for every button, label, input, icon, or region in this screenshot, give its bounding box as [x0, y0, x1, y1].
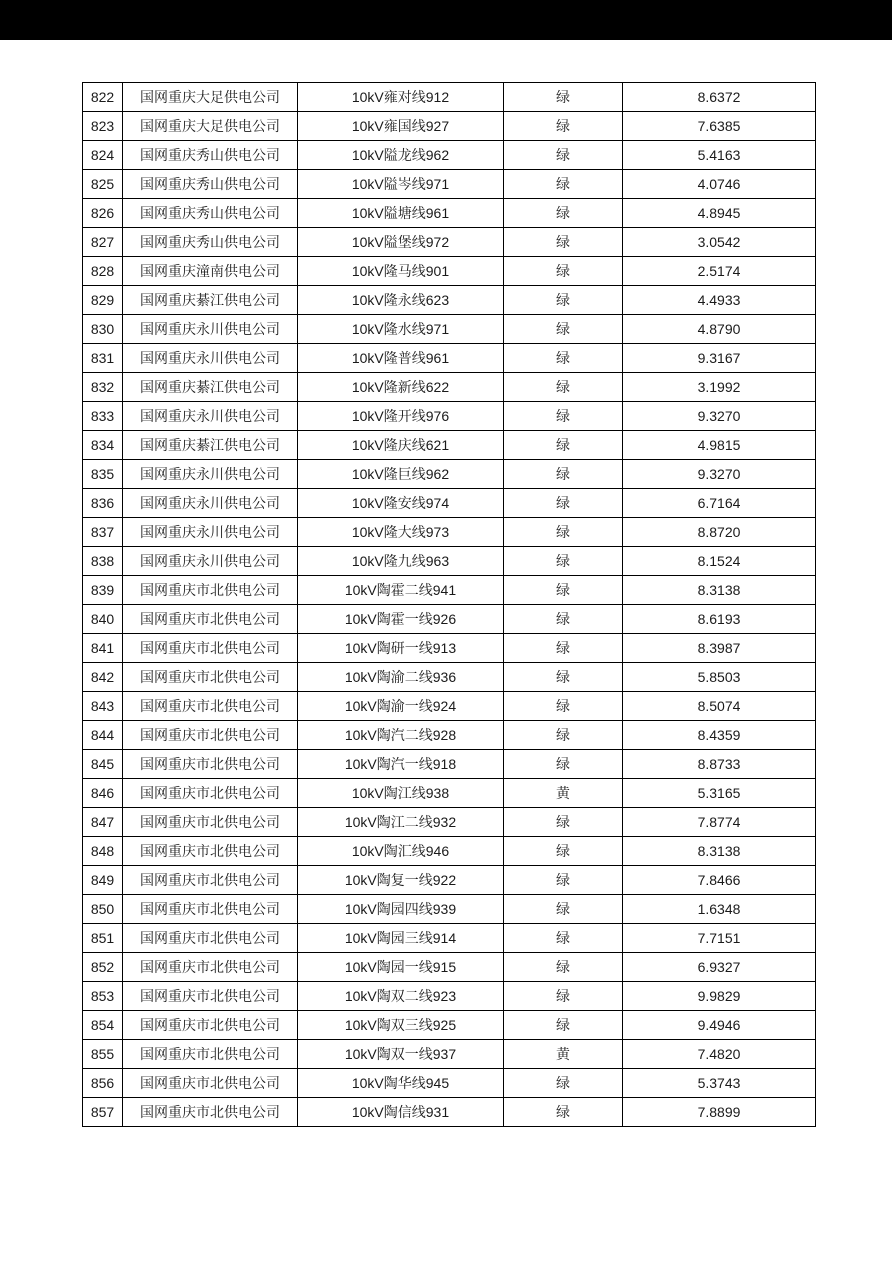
value-cell: 9.4946: [623, 1011, 816, 1040]
row-number-cell: 856: [83, 1069, 123, 1098]
company-cell: 国网重庆市北供电公司: [123, 866, 298, 895]
status-cell: 绿: [504, 982, 623, 1011]
line-name-cell: 10kV陶江线938: [298, 779, 504, 808]
row-number-cell: 822: [83, 83, 123, 112]
value-cell: 7.4820: [623, 1040, 816, 1069]
value-cell: 8.3987: [623, 634, 816, 663]
status-cell: 绿: [504, 431, 623, 460]
row-number-cell: 835: [83, 460, 123, 489]
row-number-cell: 826: [83, 199, 123, 228]
table-row: [83, 982, 816, 1011]
line-name-cell: 10kV隆庆线621: [298, 431, 504, 460]
row-number-cell: 838: [83, 547, 123, 576]
status-cell: 绿: [504, 808, 623, 837]
row-number-cell: 837: [83, 518, 123, 547]
row-number-cell: 831: [83, 344, 123, 373]
row-number-cell: 852: [83, 953, 123, 982]
line-name-cell: 10kV隆新线622: [298, 373, 504, 402]
table-row: [83, 112, 816, 141]
line-name-cell: 10kV隆开线976: [298, 402, 504, 431]
row-number-cell: 850: [83, 895, 123, 924]
row-number-cell: 849: [83, 866, 123, 895]
status-cell: 绿: [504, 518, 623, 547]
table-row: [83, 431, 816, 460]
line-name-cell: 10kV隆巨线962: [298, 460, 504, 489]
company-cell: 国网重庆市北供电公司: [123, 982, 298, 1011]
row-number-cell: 836: [83, 489, 123, 518]
status-cell: 绿: [504, 112, 623, 141]
value-cell: 7.6385: [623, 112, 816, 141]
table-row: [83, 344, 816, 373]
value-cell: 9.3167: [623, 344, 816, 373]
company-cell: 国网重庆永川供电公司: [123, 547, 298, 576]
table-row: [83, 866, 816, 895]
company-cell: 国网重庆永川供电公司: [123, 518, 298, 547]
row-number-cell: 823: [83, 112, 123, 141]
row-number-cell: 830: [83, 315, 123, 344]
table-row: [83, 924, 816, 953]
line-name-cell: 10kV隘岑线971: [298, 170, 504, 199]
status-cell: 绿: [504, 228, 623, 257]
row-number-cell: 827: [83, 228, 123, 257]
company-cell: 国网重庆市北供电公司: [123, 721, 298, 750]
line-name-cell: 10kV陶江二线932: [298, 808, 504, 837]
value-cell: 9.3270: [623, 402, 816, 431]
line-name-cell: 10kV隆九线963: [298, 547, 504, 576]
status-cell: 绿: [504, 257, 623, 286]
company-cell: 国网重庆永川供电公司: [123, 402, 298, 431]
company-cell: 国网重庆市北供电公司: [123, 779, 298, 808]
status-cell: 黄: [504, 779, 623, 808]
table-row: [83, 141, 816, 170]
line-name-cell: 10kV隘堡线972: [298, 228, 504, 257]
line-name-cell: 10kV陶渝二线936: [298, 663, 504, 692]
company-cell: 国网重庆綦江供电公司: [123, 373, 298, 402]
table-row: [83, 953, 816, 982]
table-row: [83, 170, 816, 199]
table-row: [83, 779, 816, 808]
status-cell: 绿: [504, 924, 623, 953]
status-cell: 绿: [504, 895, 623, 924]
value-cell: 5.3165: [623, 779, 816, 808]
value-cell: 8.8720: [623, 518, 816, 547]
status-cell: 绿: [504, 315, 623, 344]
company-cell: 国网重庆永川供电公司: [123, 344, 298, 373]
status-cell: 绿: [504, 750, 623, 779]
row-number-cell: 828: [83, 257, 123, 286]
table-row: [83, 663, 816, 692]
table-row: [83, 402, 816, 431]
company-cell: 国网重庆大足供电公司: [123, 83, 298, 112]
table-row: [83, 489, 816, 518]
table-row: [83, 373, 816, 402]
company-cell: 国网重庆市北供电公司: [123, 808, 298, 837]
table-row: [83, 721, 816, 750]
status-cell: 绿: [504, 663, 623, 692]
table-row: [83, 605, 816, 634]
status-cell: 绿: [504, 866, 623, 895]
value-cell: 2.5174: [623, 257, 816, 286]
company-cell: 国网重庆市北供电公司: [123, 663, 298, 692]
row-number-cell: 824: [83, 141, 123, 170]
line-name-cell: 10kV陶信线931: [298, 1098, 504, 1127]
row-number-cell: 843: [83, 692, 123, 721]
line-name-cell: 10kV雍国线927: [298, 112, 504, 141]
value-cell: 8.4359: [623, 721, 816, 750]
row-number-cell: 839: [83, 576, 123, 605]
company-cell: 国网重庆秀山供电公司: [123, 141, 298, 170]
company-cell: 国网重庆市北供电公司: [123, 692, 298, 721]
value-cell: 8.8733: [623, 750, 816, 779]
line-name-cell: 10kV陶园一线915: [298, 953, 504, 982]
line-name-cell: 10kV陶渝一线924: [298, 692, 504, 721]
value-cell: 8.3138: [623, 576, 816, 605]
row-number-cell: 848: [83, 837, 123, 866]
row-number-cell: 841: [83, 634, 123, 663]
line-name-cell: 10kV陶园四线939: [298, 895, 504, 924]
row-number-cell: 825: [83, 170, 123, 199]
company-cell: 国网重庆市北供电公司: [123, 895, 298, 924]
table-row: [83, 895, 816, 924]
table-row: [83, 692, 816, 721]
status-cell: 绿: [504, 489, 623, 518]
status-cell: 绿: [504, 547, 623, 576]
table-row: [83, 518, 816, 547]
table-row: [83, 1040, 816, 1069]
value-cell: 1.6348: [623, 895, 816, 924]
line-name-cell: 10kV隘塘线961: [298, 199, 504, 228]
status-cell: 绿: [504, 605, 623, 634]
status-cell: 绿: [504, 199, 623, 228]
value-cell: 9.9829: [623, 982, 816, 1011]
company-cell: 国网重庆市北供电公司: [123, 953, 298, 982]
company-cell: 国网重庆秀山供电公司: [123, 199, 298, 228]
line-name-cell: 10kV陶汇线946: [298, 837, 504, 866]
company-cell: 国网重庆市北供电公司: [123, 1069, 298, 1098]
company-cell: 国网重庆綦江供电公司: [123, 431, 298, 460]
line-name-cell: 10kV陶霍二线941: [298, 576, 504, 605]
line-name-cell: 10kV隆大线973: [298, 518, 504, 547]
value-cell: 4.4933: [623, 286, 816, 315]
line-name-cell: 10kV雍对线912: [298, 83, 504, 112]
row-number-cell: 847: [83, 808, 123, 837]
line-name-cell: 10kV隆水线971: [298, 315, 504, 344]
line-name-cell: 10kV陶双一线937: [298, 1040, 504, 1069]
document-page: [0, 40, 892, 1262]
company-cell: 国网重庆秀山供电公司: [123, 228, 298, 257]
line-name-cell: 10kV陶研一线913: [298, 634, 504, 663]
company-cell: 国网重庆永川供电公司: [123, 315, 298, 344]
value-cell: 7.8774: [623, 808, 816, 837]
value-cell: 9.3270: [623, 460, 816, 489]
line-name-cell: 10kV陶双二线923: [298, 982, 504, 1011]
row-number-cell: 829: [83, 286, 123, 315]
line-name-cell: 10kV隆永线623: [298, 286, 504, 315]
status-cell: 绿: [504, 953, 623, 982]
status-cell: 绿: [504, 576, 623, 605]
table-row: [83, 808, 816, 837]
table-row: [83, 750, 816, 779]
status-cell: 绿: [504, 141, 623, 170]
data-table: [82, 82, 816, 1127]
line-name-cell: 10kV陶园三线914: [298, 924, 504, 953]
table-row: [83, 634, 816, 663]
row-number-cell: 846: [83, 779, 123, 808]
line-name-cell: 10kV陶霍一线926: [298, 605, 504, 634]
value-cell: 8.6193: [623, 605, 816, 634]
value-cell: 8.5074: [623, 692, 816, 721]
status-cell: 绿: [504, 1098, 623, 1127]
company-cell: 国网重庆市北供电公司: [123, 605, 298, 634]
company-cell: 国网重庆市北供电公司: [123, 1098, 298, 1127]
row-number-cell: 851: [83, 924, 123, 953]
company-cell: 国网重庆市北供电公司: [123, 750, 298, 779]
row-number-cell: 845: [83, 750, 123, 779]
status-cell: 绿: [504, 460, 623, 489]
table-row: [83, 257, 816, 286]
row-number-cell: 855: [83, 1040, 123, 1069]
status-cell: 绿: [504, 721, 623, 750]
company-cell: 国网重庆永川供电公司: [123, 489, 298, 518]
status-cell: 绿: [504, 286, 623, 315]
table-row: [83, 576, 816, 605]
value-cell: 5.3743: [623, 1069, 816, 1098]
line-name-cell: 10kV陶双三线925: [298, 1011, 504, 1040]
company-cell: 国网重庆市北供电公司: [123, 1011, 298, 1040]
value-cell: 3.1992: [623, 373, 816, 402]
value-cell: 4.9815: [623, 431, 816, 460]
company-cell: 国网重庆大足供电公司: [123, 112, 298, 141]
status-cell: 绿: [504, 1011, 623, 1040]
viewer-top-bar: [0, 0, 892, 40]
row-number-cell: 857: [83, 1098, 123, 1127]
value-cell: 7.7151: [623, 924, 816, 953]
row-number-cell: 833: [83, 402, 123, 431]
table-body: [83, 83, 816, 1127]
value-cell: 7.8899: [623, 1098, 816, 1127]
value-cell: 6.7164: [623, 489, 816, 518]
table-row: [83, 315, 816, 344]
company-cell: 国网重庆秀山供电公司: [123, 170, 298, 199]
row-number-cell: 840: [83, 605, 123, 634]
value-cell: 8.1524: [623, 547, 816, 576]
row-number-cell: 832: [83, 373, 123, 402]
table-row: [83, 837, 816, 866]
status-cell: 绿: [504, 692, 623, 721]
value-cell: 8.6372: [623, 83, 816, 112]
row-number-cell: 842: [83, 663, 123, 692]
value-cell: 5.4163: [623, 141, 816, 170]
value-cell: 4.0746: [623, 170, 816, 199]
company-cell: 国网重庆市北供电公司: [123, 924, 298, 953]
company-cell: 国网重庆綦江供电公司: [123, 286, 298, 315]
status-cell: 绿: [504, 344, 623, 373]
status-cell: 绿: [504, 373, 623, 402]
status-cell: 绿: [504, 837, 623, 866]
company-cell: 国网重庆市北供电公司: [123, 837, 298, 866]
line-name-cell: 10kV隆马线901: [298, 257, 504, 286]
status-cell: 绿: [504, 83, 623, 112]
table-row: [83, 228, 816, 257]
row-number-cell: 834: [83, 431, 123, 460]
line-name-cell: 10kV隆普线961: [298, 344, 504, 373]
value-cell: 7.8466: [623, 866, 816, 895]
status-cell: 绿: [504, 402, 623, 431]
value-cell: 4.8790: [623, 315, 816, 344]
line-name-cell: 10kV陶汽二线928: [298, 721, 504, 750]
table-row: [83, 460, 816, 489]
status-cell: 绿: [504, 634, 623, 663]
table-row: [83, 199, 816, 228]
status-cell: 绿: [504, 170, 623, 199]
table-row: [83, 547, 816, 576]
line-name-cell: 10kV陶华线945: [298, 1069, 504, 1098]
company-cell: 国网重庆市北供电公司: [123, 1040, 298, 1069]
table-row: [83, 83, 816, 112]
table-row: [83, 1011, 816, 1040]
line-name-cell: 10kV隆安线974: [298, 489, 504, 518]
line-name-cell: 10kV陶复一线922: [298, 866, 504, 895]
table-row: [83, 1069, 816, 1098]
company-cell: 国网重庆市北供电公司: [123, 576, 298, 605]
row-number-cell: 853: [83, 982, 123, 1011]
table-row: [83, 1098, 816, 1127]
value-cell: 5.8503: [623, 663, 816, 692]
status-cell: 绿: [504, 1069, 623, 1098]
value-cell: 3.0542: [623, 228, 816, 257]
company-cell: 国网重庆潼南供电公司: [123, 257, 298, 286]
line-name-cell: 10kV隘龙线962: [298, 141, 504, 170]
row-number-cell: 844: [83, 721, 123, 750]
row-number-cell: 854: [83, 1011, 123, 1040]
company-cell: 国网重庆永川供电公司: [123, 460, 298, 489]
value-cell: 8.3138: [623, 837, 816, 866]
status-cell: 黄: [504, 1040, 623, 1069]
value-cell: 6.9327: [623, 953, 816, 982]
line-name-cell: 10kV陶汽一线918: [298, 750, 504, 779]
value-cell: 4.8945: [623, 199, 816, 228]
company-cell: 国网重庆市北供电公司: [123, 634, 298, 663]
table-row: [83, 286, 816, 315]
